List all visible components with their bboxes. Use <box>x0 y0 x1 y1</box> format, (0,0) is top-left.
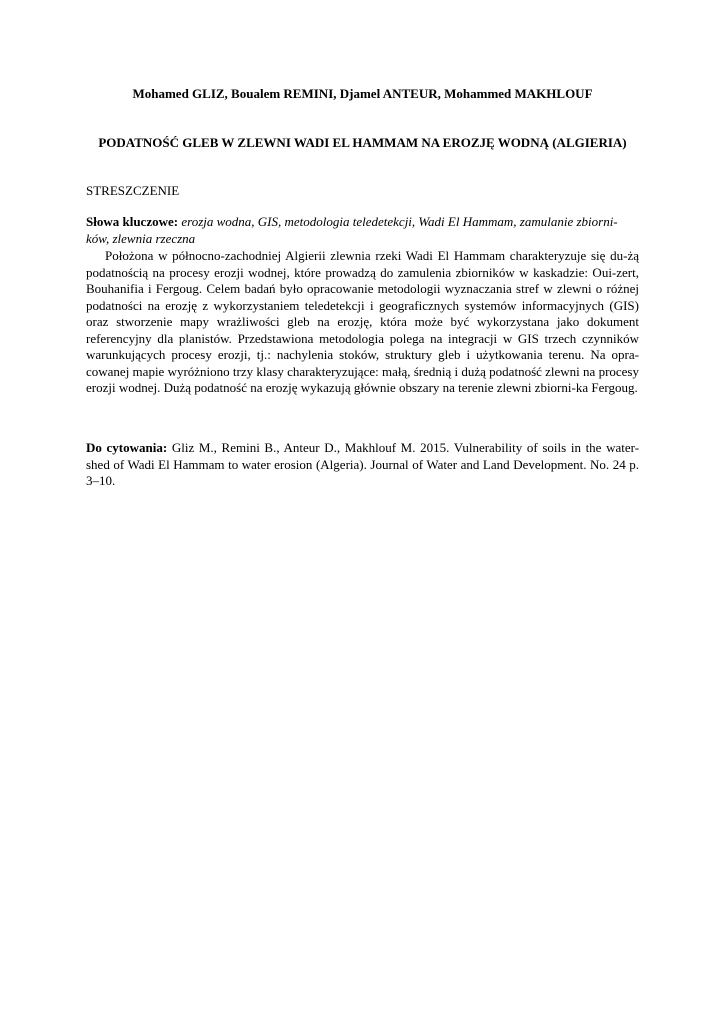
keywords-label: Słowa kluczowe: <box>86 214 179 229</box>
section-heading: STRESZCZENIE <box>86 183 180 198</box>
keywords-text: erozja wodna, GIS, metodologia teledetekcji, Wadi El Hammam, zamulanie zbiorni-ków, zlewnia rzeczna <box>86 214 618 246</box>
citation-label: Do cytowania: <box>86 440 168 455</box>
citation-block <box>86 440 639 490</box>
paper-title: PODATNOŚĆ GLEB W ZLEWNI WADI EL HAMMAM NA EROZJĘ WODNĄ (ALGIERIA) <box>98 135 627 150</box>
author-list: Mohamed GLIZ, Boualem REMINI, Djamel ANTEUR, Mohammed MAKHLOUF <box>132 86 593 101</box>
citation-text: Gliz M., Remini B., Anteur D., Makhlouf M. 2015. Vulnerability of soils in the water-shed of Wadi El Hammam to water erosion (Algeria). Journal of Water and Land Development. No. 24 p. 3–10. <box>86 440 640 488</box>
abstract-paragraph: Położona w północno-zachodniej Algierii zlewnia rzeki Wadi El Hammam charakteryzuje się du-żą podatnością na procesy erozji wodnej, które prowadzą do zamulenia zbiorników w kaskadzie: Oui-zert, Bouhanifia i Fergoug. Celem badań było opracowanie metodologii wyznaczania stref w zlewni o różnej podatności na erozję z wykorzystaniem teledetekcji i geograficznych systemów informacyjnych (GIS) oraz stworzenie mapy wrażliwości gleb na erozję, która może być wykorzystana jako dokument referencyjny dla planistów. Przedstawiona metodologia polega na integracji w GIS trzech czynników warunkujących procesy erozji, tj.: nachylenia stoków, struktury gleb i użytkowania terenu. Na opra-cowanej mapie wyróżniono trzy klasy charakteryzujące: małą, średnią i dużą podatność zlewni na procesy erozji wodnej. Dużą podatność na erozję wykazują głównie obszary na terenie zlewni zbiorni-ka Fergoug. <box>86 248 639 395</box>
keywords-block <box>86 214 639 247</box>
